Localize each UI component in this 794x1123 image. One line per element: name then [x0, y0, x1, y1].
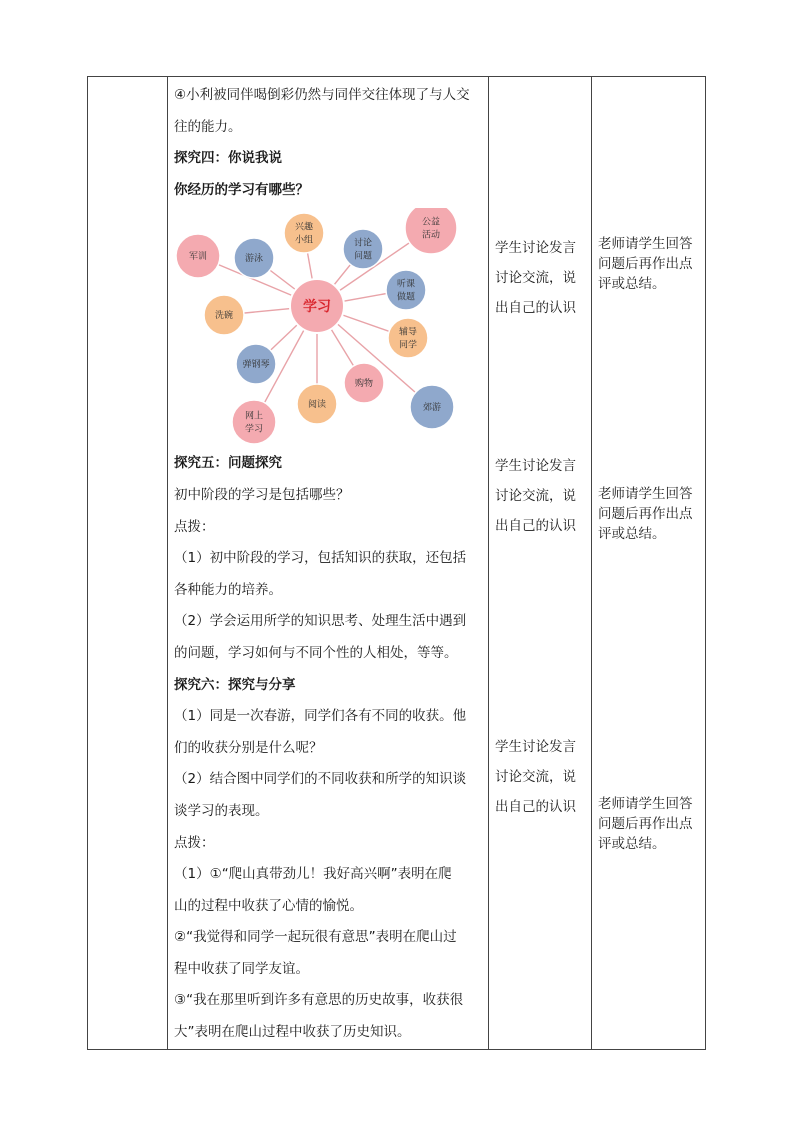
text-line: （1）同是一次春游，同学们各有不同的收获。他	[174, 708, 467, 725]
mindmap-node	[386, 270, 426, 310]
teacher-activity-cell	[592, 77, 706, 1050]
mindmap-node	[405, 208, 457, 254]
text-line: 山的过程中收获了心情的愉悦。	[174, 897, 363, 914]
text-line: 大”表明在爬山过程中收获了历史知识。	[174, 1024, 411, 1041]
mindmap-node	[234, 238, 274, 278]
mindmap-node-circle	[284, 213, 324, 253]
mindmap-node	[297, 384, 337, 424]
mindmap-node-label: 听课	[396, 280, 416, 291]
mindmap-node	[232, 400, 276, 444]
student-activity-block	[489, 451, 580, 541]
mindmap-node-circle	[388, 318, 428, 358]
mindmap-node	[344, 363, 384, 403]
inquiry4-title: 探究四：你说我说	[174, 150, 282, 167]
mindmap-node-label: 军训	[188, 252, 208, 263]
student-activity-block	[489, 732, 580, 822]
teacher-activity-line: 评或总结。	[598, 836, 666, 852]
text-line: 往的能力。	[174, 118, 242, 135]
mindmap-node-label: 兴趣	[294, 223, 314, 234]
teacher-activity-line: 老师请学生回答	[598, 796, 693, 812]
teacher-activity-block	[592, 234, 697, 294]
text-line: （1）初中阶段的学习，包括知识的获取，还包括	[174, 550, 467, 567]
mindmap-node-label: 洗碗	[214, 311, 234, 322]
inquiry5-title: 探究五：问题探究	[174, 455, 282, 472]
mindmap-center-label: 学习	[303, 299, 331, 316]
mindmap-nodes	[176, 208, 457, 444]
mindmap-node-circle	[343, 229, 383, 269]
text-line: （1）①“爬山真带劲儿！我好高兴啊”表明在爬	[174, 866, 452, 883]
mindmap-node-circle	[386, 270, 426, 310]
inquiry5-question: 初中阶段的学习是包括哪些？	[174, 486, 350, 503]
mindmap-node-label: 同学	[398, 341, 418, 352]
text-line: 程中收获了同学友谊。	[174, 960, 309, 977]
student-activity-cell	[489, 77, 592, 1050]
student-activity-line: 讨论交流，说	[495, 488, 576, 504]
text-line: 们的收获分别是什么呢？	[174, 739, 323, 756]
teacher-activity-block	[592, 484, 697, 544]
student-activity-line: 出自己的认识	[495, 518, 576, 534]
teacher-activity-line: 老师请学生回答	[598, 486, 693, 502]
inquiry6-title: 探究六：探究与分享	[174, 676, 296, 693]
mindmap-node-label: 游泳	[244, 254, 264, 265]
content-cell	[168, 77, 489, 1050]
teacher-activity-line: 问题后再作出点	[598, 506, 693, 522]
teacher-activity-line: 评或总结。	[598, 276, 666, 292]
student-activity-line: 学生讨论发言	[495, 240, 576, 256]
lesson-table	[87, 76, 706, 1050]
student-activity-line: 学生讨论发言	[495, 739, 576, 755]
mindmap-node-label: 网上	[244, 412, 264, 423]
text-line: ③“我在那里听到许多有意思的历史故事，收获很	[174, 992, 464, 1009]
student-activity-block	[489, 233, 580, 323]
mindmap-node	[388, 318, 428, 358]
left-column-cell	[88, 77, 168, 1050]
teacher-activity-line: 问题后再作出点	[598, 256, 693, 272]
teacher-activity-line: 问题后再作出点	[598, 816, 693, 832]
student-activity-line: 讨论交流，说	[495, 270, 576, 286]
mindmap-node-label: 辅导	[398, 328, 418, 339]
text-line: （2）结合图中同学们的不同收获和所学的知识谈	[174, 771, 467, 788]
mindmap-node-label: 做题	[396, 293, 416, 304]
text-line: （2）学会运用所学的知识思考、处理生活中遇到	[174, 613, 467, 630]
text-line: 各种能力的培养。	[174, 581, 282, 598]
mindmap-node-label: 弹钢琴	[242, 360, 270, 371]
student-activity-line: 讨论交流，说	[495, 769, 576, 785]
teacher-activity-line: 评或总结。	[598, 526, 666, 542]
hint-label: 点拨：	[174, 518, 215, 535]
inquiry4-question: 你经历的学习有哪些？	[174, 181, 309, 198]
teacher-activity-block	[592, 794, 697, 854]
mindmap-node	[236, 344, 276, 384]
student-activity-line: 出自己的认识	[495, 799, 576, 815]
mindmap-node-label: 问题	[353, 252, 373, 263]
mindmap-node	[343, 229, 383, 269]
mindmap-node-label: 讨论	[353, 239, 373, 250]
text-line: ④小利被同伴喝倒彩仍然与同伴交往体现了与人交	[174, 87, 470, 103]
mindmap-node-label: 活动	[421, 231, 441, 242]
text-line: 谈学习的表现。	[174, 802, 269, 819]
learning-mindmap	[174, 208, 474, 448]
mindmap-center-node	[290, 279, 344, 333]
mindmap-node-label: 公益	[421, 218, 441, 229]
mindmap-node	[204, 295, 244, 335]
text-line: 的问题，学习如何与不同个性的人相处，等等。	[174, 644, 458, 661]
mindmap-node	[410, 385, 454, 429]
mindmap-node-label: 购物	[354, 379, 374, 390]
mindmap-node-label: 阅读	[307, 400, 327, 411]
mindmap-node	[176, 234, 220, 278]
student-activity-line: 出自己的认识	[495, 300, 576, 316]
student-activity-line: 学生讨论发言	[495, 458, 576, 474]
mindmap-node-circle	[232, 400, 276, 444]
mindmap-node-label: 郊游	[422, 403, 442, 414]
hint-label: 点拨：	[174, 834, 215, 851]
content-body	[168, 77, 488, 1049]
teacher-activity-line: 老师请学生回答	[598, 236, 693, 252]
mindmap-node-label: 小组	[294, 236, 314, 247]
mindmap-node-label: 学习	[244, 425, 264, 436]
text-line: ②“我觉得和同学一起玩很有意思”表明在爬山过	[174, 929, 457, 946]
mindmap-node	[284, 213, 324, 253]
